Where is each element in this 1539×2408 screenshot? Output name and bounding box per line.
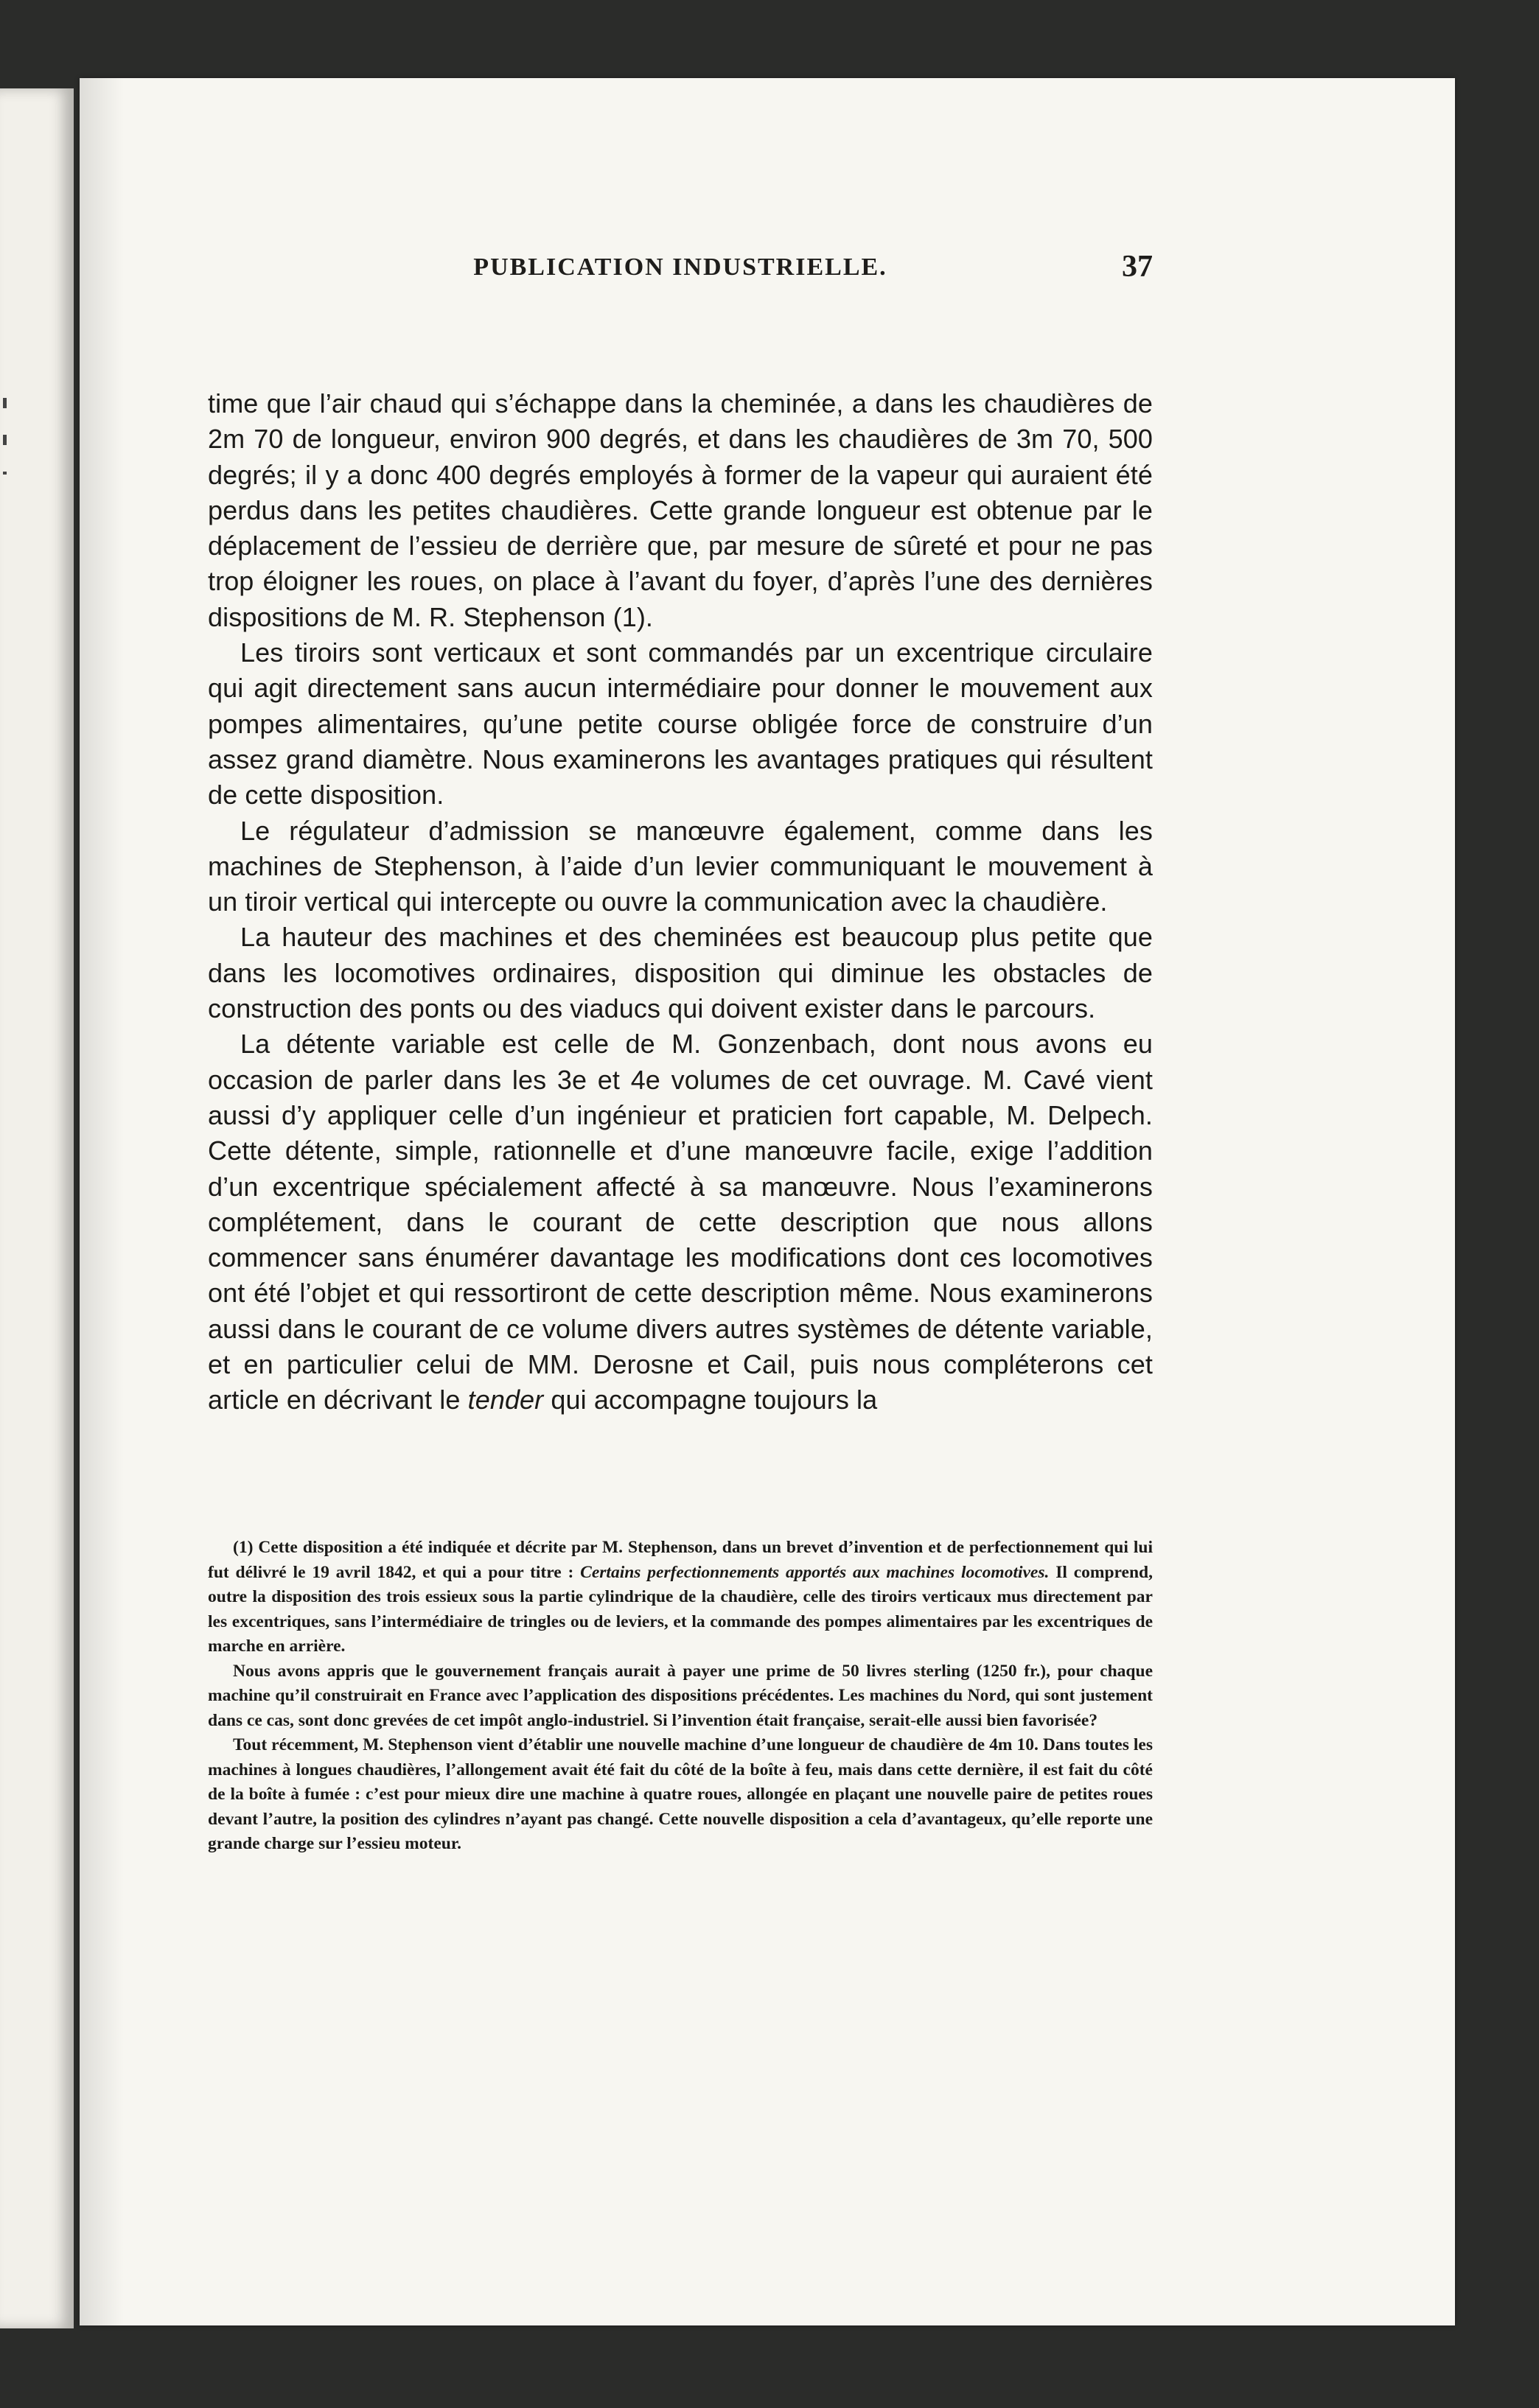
footnotes bbox=[208, 1536, 1153, 1857]
edge-mark bbox=[3, 435, 7, 445]
previous-page-edge bbox=[0, 88, 74, 2328]
edge-mark bbox=[3, 472, 7, 475]
footnote-text: (1) Cette disposition a été indiquée et décrite par M. Stephenson, dans un brevet d’invention et de perfectionnement qui lui fut délivré le 19 avril 1842, et qui a pour titre : bbox=[208, 1538, 1153, 1582]
footnote bbox=[208, 1536, 1153, 1659]
footnote-italic-title: Certains perfectionnements apportés aux machines locomotives. bbox=[580, 1562, 1050, 1582]
italic-term: tender bbox=[467, 1385, 544, 1415]
running-title: PUBLICATION INDUSTRIELLE. bbox=[473, 253, 887, 281]
footnote-text: Il comprend, outre la disposition des trois essieux sous la partie cylindrique de la chaudière, celle des tiroirs verticaux mus directement par les excentriques, sans l’intermédiaire de tringles ou de leviers, et la commande des pompes alimentaires par les excentriques de marche en arrière. bbox=[208, 1562, 1153, 1656]
paragraph: La hauteur des machines et des cheminées est beaucoup plus petite que dans les locomotives ordinaires, disposition qui diminue les obstacles de construction des ponts ou des viaducs qui doivent exister dans le parcours. bbox=[208, 922, 1153, 1024]
paragraph: Les tiroirs sont verticaux et sont commandés par un excentrique circulaire qui agit directement sans aucun intermédiaire pour donner le mouvement aux pompes alimentaires, qu’une petite course obligée force de construire d’un assez grand diamètre. Nous examinerons les avantages pratiques qui résultent de cette disposition. bbox=[208, 637, 1153, 811]
body-text bbox=[208, 386, 1153, 1418]
paragraph: time que l’air chaud qui s’échappe dans la cheminée, a dans les chaudières de 2m 70 de longueur, environ 900 degrés, et dans les chaudières de 3m 70, 500 degrés; il y a donc 400 degrés employés à former de la vapeur qui auraient été perdus dans les petites chaudières. Cette grande longueur est obtenue par le déplacement de l’essieu de derrière que, par mesure de sûreté et pour ne pas trop éloigner les roues, on place à l’avant du foyer, d’après l’une des dernières dispositions de M. R. Stephenson (1). bbox=[208, 388, 1153, 632]
footnote: Nous avons appris que le gouvernement français aurait à payer une prime de 50 livres sterling (1250 fr.), pour chaque machine qu’il construirait en France avec l’application des dispositions précédentes. Les machines du Nord, qui sont justement dans ce cas, sont donc grevées de cet impôt anglo-industriel. Si l’invention était française, serait-elle aussi bien favorisée? bbox=[208, 1661, 1153, 1730]
paragraph-text: La détente variable est celle de M. Gonzenbach, dont nous avons eu occasion de parler dans les 3e et 4e volumes de cet ouvrage. M. Cavé vient aussi d’y appliquer celle d’un ingénieur et praticien fort capable, M. Delpech. Cette détente, simple, rationnelle et d’une manœuvre facile, exige l’addition d’un excentrique spécialement affecté à sa manœuvre. Nous l’examinerons complétement, dans le courant de cette description que nous allons commencer sans énumérer davantage les modifications dont ces locomotives ont été l’objet et qui ressortiront de cette description même. Nous examinerons aussi dans le courant de ce volume divers autres systèmes de détente variable, et en particulier celui de MM. Derosne et Cail, puis nous compléterons cet article en décrivant le bbox=[208, 1029, 1153, 1415]
footnote: Tout récemment, M. Stephenson vient d’établir une nouvelle machine d’une longueur de chaudière de 4m 10. Dans toutes les machines à longues chaudières, l’allongement avait été fait du côté de la boîte à feu, mais dans cette dernière, il est fait du côté de la boîte à fumée : c’est pour mieux dire une machine à quatre roues, allongée en plaçant une nouvelle paire de petites roues devant l’autre, la position des cylindres n’ayant pas changé. Cette nouvelle disposition a cela d’avantageux, qu’elle reporte une grande charge sur l’essieu moteur. bbox=[208, 1735, 1153, 1853]
paragraph-text: qui accompagne toujours la bbox=[551, 1385, 878, 1415]
page-number: 37 bbox=[1122, 250, 1153, 284]
paragraph bbox=[208, 1026, 1153, 1418]
paragraph: Le régulateur d’admission se manœuvre également, comme dans les machines de Stephenson, à l’aide d’un levier communiquant le mouvement à un tiroir vertical qui intercepte ou ouvre la communication avec la chaudière. bbox=[208, 815, 1153, 917]
page-header bbox=[208, 250, 1153, 298]
edge-mark bbox=[3, 398, 7, 408]
